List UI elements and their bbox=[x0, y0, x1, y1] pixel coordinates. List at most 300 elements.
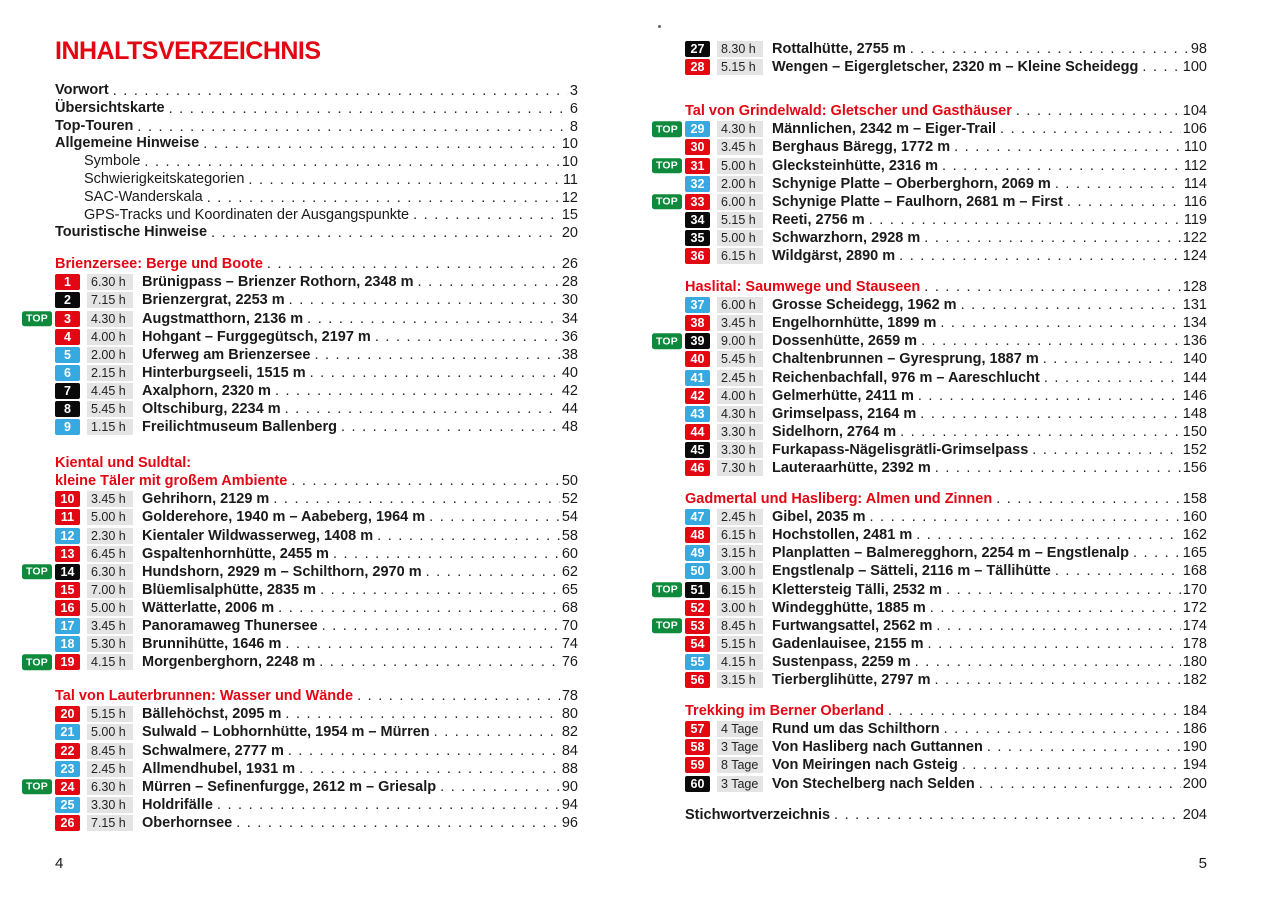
tour-name: Gelmerhütte, 2411 m bbox=[772, 387, 914, 404]
page-ref: 74 bbox=[561, 636, 578, 653]
tour-number-badge: 15 bbox=[55, 582, 80, 598]
tour-entry-row bbox=[685, 229, 1207, 247]
tour-name: Glecksteinhütte, 2316 m bbox=[772, 157, 939, 174]
dot-leader bbox=[924, 278, 1181, 296]
tour-number-badge: 34 bbox=[685, 212, 710, 228]
dot-leader bbox=[1142, 58, 1180, 76]
toc-section bbox=[26, 454, 578, 671]
page-left-column bbox=[26, 37, 578, 832]
tour-number-badge: 59 bbox=[685, 757, 710, 773]
dot-leader bbox=[921, 332, 1181, 350]
tour-number-badge: 12 bbox=[55, 528, 80, 544]
page-ref: 10 bbox=[561, 154, 578, 171]
section-title: Trekking im Berner Oberland bbox=[685, 703, 885, 720]
dot-leader bbox=[278, 599, 560, 617]
tour-name: Furkapass-Nägelisgrätli-Grimselpass bbox=[772, 441, 1029, 458]
tour-number-badge: 42 bbox=[685, 388, 710, 404]
page-ref: 178 bbox=[1182, 635, 1207, 652]
page-ref: 168 bbox=[1182, 563, 1207, 580]
tour-entry-row bbox=[685, 508, 1207, 526]
dot-leader bbox=[962, 756, 1181, 774]
tour-name: Gibel, 2035 m bbox=[772, 509, 866, 526]
top-badge-label: TOP bbox=[656, 159, 678, 172]
dot-leader bbox=[217, 796, 560, 814]
tour-number-badge: 1 bbox=[55, 274, 80, 290]
tour-number-badge: 57 bbox=[685, 721, 710, 737]
front-matter-label: Vorwort bbox=[55, 82, 109, 98]
front-matter-label: GPS-Tracks und Koordinaten der Ausgangspunkte bbox=[84, 206, 410, 223]
tour-duration: 8.30 h bbox=[717, 41, 763, 57]
tour-entry-row bbox=[685, 350, 1207, 368]
section-title: kleine Täler mit großem Ambiente bbox=[55, 473, 288, 490]
tour-entry-row bbox=[55, 508, 578, 526]
dot-leader bbox=[944, 720, 1181, 738]
top-badge bbox=[22, 564, 52, 580]
left-sections bbox=[26, 255, 578, 832]
page-ref: 131 bbox=[1182, 297, 1207, 314]
tour-duration: 4.00 h bbox=[87, 329, 133, 345]
tour-number-badge: 14 bbox=[55, 564, 80, 580]
tour-entry-row bbox=[55, 814, 578, 832]
page-ref: 119 bbox=[1183, 211, 1207, 228]
tour-duration: 3.45 h bbox=[717, 139, 763, 155]
dot-leader bbox=[930, 599, 1181, 617]
tour-entry-row bbox=[55, 526, 578, 544]
tour-name: Sidelhorn, 2764 m bbox=[772, 423, 897, 440]
tour-entry-row bbox=[55, 273, 578, 291]
dot-leader bbox=[375, 328, 560, 346]
page-number-right: 5 bbox=[1198, 855, 1207, 872]
top-badge-label: TOP bbox=[656, 335, 678, 348]
tour-number-badge: 8 bbox=[55, 401, 80, 417]
page-ref: 30 bbox=[561, 292, 578, 309]
page-ref: 65 bbox=[561, 581, 578, 598]
section-header-row bbox=[685, 490, 1207, 508]
index-entry-page: 204 bbox=[1182, 806, 1207, 823]
tour-name: Chaltenbrunnen – Gyresprung, 1887 m bbox=[772, 351, 1039, 368]
top-badge bbox=[652, 158, 682, 174]
front-matter-list bbox=[55, 82, 578, 242]
tour-entry-row bbox=[685, 387, 1207, 405]
front-matter-label: Übersichtskarte bbox=[55, 99, 165, 116]
tour-duration: 5.45 h bbox=[717, 351, 763, 367]
dot-leader bbox=[935, 459, 1181, 477]
tour-entry-row bbox=[26, 653, 578, 671]
tour-name: Männlichen, 2342 m – Eiger-Trail bbox=[772, 121, 997, 138]
tour-entry-row bbox=[55, 364, 578, 382]
tour-name: Tierberglihütte, 2797 m bbox=[772, 672, 931, 689]
dot-leader bbox=[888, 702, 1181, 720]
dot-leader bbox=[320, 581, 560, 599]
tour-name: Bällehöchst, 2095 m bbox=[142, 706, 282, 723]
page-ref: 148 bbox=[1182, 405, 1207, 422]
page-ref: 194 bbox=[1182, 757, 1207, 774]
dot-leader bbox=[979, 775, 1181, 793]
tour-entry-row bbox=[685, 211, 1207, 229]
tour-name: Rottalhütte, 2755 m bbox=[772, 41, 906, 58]
tour-number-badge: 36 bbox=[685, 248, 710, 264]
section-title: Haslital: Saumwege und Stauseen bbox=[685, 279, 921, 296]
dot-leader bbox=[961, 296, 1181, 314]
dot-leader bbox=[248, 171, 561, 189]
tour-duration: 6.15 h bbox=[717, 527, 763, 543]
dot-leader bbox=[236, 814, 560, 832]
tour-name: Allmendhubel, 1931 m bbox=[142, 760, 296, 777]
tour-duration: 5.15 h bbox=[717, 636, 763, 652]
dot-leader bbox=[934, 671, 1180, 689]
tour-name: Reichenbachfall, 976 m – Aareschlucht bbox=[772, 369, 1040, 386]
dot-leader bbox=[1055, 175, 1182, 193]
tour-entry-row bbox=[26, 778, 578, 796]
tour-duration: 3.00 h bbox=[717, 563, 763, 579]
tour-number-badge: 19 bbox=[55, 654, 80, 670]
tour-name: Oltschiburg, 2234 m bbox=[142, 400, 281, 417]
dot-leader bbox=[113, 82, 568, 100]
tour-entry-row bbox=[685, 562, 1207, 580]
index-entry-row bbox=[685, 806, 1207, 824]
tour-duration: 6.15 h bbox=[717, 248, 763, 264]
tour-name: Gehrihorn, 2129 m bbox=[142, 491, 270, 508]
tour-duration: 3 Tage bbox=[717, 776, 763, 792]
top-badge bbox=[652, 122, 682, 138]
tour-entry-row bbox=[656, 332, 1207, 350]
tour-duration: 3.00 h bbox=[717, 600, 763, 616]
tour-entry-row bbox=[685, 296, 1207, 314]
page-ref: 42 bbox=[561, 382, 578, 399]
tour-entry-row bbox=[685, 756, 1207, 774]
tour-duration: 3.45 h bbox=[717, 315, 763, 331]
tour-entry-row bbox=[656, 617, 1207, 635]
page-ref: 112 bbox=[1183, 157, 1207, 174]
tour-number-badge: 53 bbox=[685, 618, 710, 634]
page-ref: 68 bbox=[561, 599, 578, 616]
section-header-row bbox=[55, 454, 578, 472]
tour-entry-row bbox=[55, 581, 578, 599]
front-matter-row bbox=[55, 100, 578, 118]
tour-entry-row bbox=[685, 635, 1207, 653]
page-ref: 124 bbox=[1182, 247, 1207, 264]
section-title: Brienzersee: Berge und Boote bbox=[55, 256, 263, 273]
page-ref: 156 bbox=[1182, 460, 1207, 477]
tour-duration: 8.45 h bbox=[87, 743, 133, 759]
tour-number-badge: 28 bbox=[685, 59, 710, 75]
tour-entry-row bbox=[685, 40, 1207, 58]
page-ref: 162 bbox=[1182, 527, 1207, 544]
tour-number-badge: 13 bbox=[55, 546, 80, 562]
dot-leader bbox=[333, 545, 560, 563]
page-ref: 70 bbox=[561, 618, 578, 634]
page-ref: 146 bbox=[1182, 387, 1207, 404]
dot-leader bbox=[900, 423, 1181, 441]
tour-duration: 6.15 h bbox=[717, 582, 763, 598]
page-ref: 38 bbox=[561, 346, 578, 363]
dot-leader bbox=[920, 405, 1181, 423]
tour-name: Hundshorn, 2929 m – Schilthorn, 2970 m bbox=[142, 563, 422, 580]
tour-duration: 3.15 h bbox=[717, 672, 763, 688]
tour-duration: 4.00 h bbox=[717, 388, 763, 404]
top-badge bbox=[22, 779, 52, 795]
page-ref: 40 bbox=[561, 364, 578, 381]
tour-name: Planplatten – Balmeregghorn, 2254 m – Engstlenalp bbox=[772, 545, 1129, 562]
tour-name: Oberhornsee bbox=[142, 814, 233, 831]
tour-duration: 5.00 h bbox=[87, 724, 133, 740]
tour-duration: 6.45 h bbox=[87, 546, 133, 562]
toc-section bbox=[26, 687, 578, 832]
tour-entry-row bbox=[55, 418, 578, 436]
dot-leader bbox=[285, 705, 559, 723]
tour-duration: 5.45 h bbox=[87, 401, 133, 417]
tour-duration: 3.30 h bbox=[717, 424, 763, 440]
tour-number-badge: 6 bbox=[55, 365, 80, 381]
tour-duration: 4 Tage bbox=[717, 721, 763, 737]
tour-name: Mürren – Sefinenfurgge, 2612 m – Griesalp bbox=[142, 778, 437, 795]
section-header-row bbox=[55, 687, 578, 705]
toc-section bbox=[26, 255, 578, 436]
tour-duration: 2.45 h bbox=[717, 370, 763, 386]
tour-duration: 5.30 h bbox=[87, 636, 133, 652]
front-matter-row bbox=[55, 118, 578, 136]
tour-entry-row bbox=[685, 247, 1207, 265]
tour-duration: 8 Tage bbox=[717, 757, 763, 773]
tour-number-badge: 39 bbox=[685, 333, 710, 349]
page-ref: 34 bbox=[561, 310, 578, 327]
toc-section bbox=[656, 102, 1207, 265]
top-badge-label: TOP bbox=[656, 619, 678, 632]
section-title: Tal von Lauterbrunnen: Wasser und Wände bbox=[55, 688, 354, 705]
tour-number-badge: 48 bbox=[685, 527, 710, 543]
section-header-row bbox=[55, 255, 578, 273]
top-badge-label: TOP bbox=[26, 780, 48, 793]
tour-entry-row bbox=[55, 705, 578, 723]
tour-duration: 2.00 h bbox=[87, 347, 133, 363]
dot-leader bbox=[936, 617, 1180, 635]
page-ref: 182 bbox=[1182, 672, 1207, 689]
tour-entry-row bbox=[656, 581, 1207, 599]
tour-entry-row bbox=[656, 193, 1207, 211]
dot-leader bbox=[870, 508, 1181, 526]
tour-number-badge: 10 bbox=[55, 491, 80, 507]
tour-entry-row bbox=[656, 120, 1207, 138]
page-ref: 36 bbox=[561, 328, 578, 345]
dot-leader bbox=[322, 617, 560, 635]
tour-name: Berghaus Bäregg, 1772 m bbox=[772, 139, 951, 156]
page-ref: 12 bbox=[561, 189, 578, 206]
page-ref: 62 bbox=[561, 563, 578, 580]
tour-entry-row bbox=[685, 441, 1207, 459]
tour-entry-row bbox=[685, 175, 1207, 193]
tour-number-badge: 30 bbox=[685, 139, 710, 155]
tour-entry-row bbox=[26, 309, 578, 327]
section-title: Gadmertal und Hasliberg: Almen und Zinnen bbox=[685, 491, 993, 508]
top-badge bbox=[652, 194, 682, 210]
section-header-row bbox=[685, 102, 1207, 120]
tour-number-badge: 46 bbox=[685, 460, 710, 476]
tour-name: Grosse Scheidegg, 1962 m bbox=[772, 297, 957, 314]
tour-number-badge: 29 bbox=[685, 121, 710, 137]
front-matter-label: Allgemeine Hinweise bbox=[55, 135, 200, 152]
dot-leader bbox=[440, 778, 560, 796]
tour-number-badge: 22 bbox=[55, 743, 80, 759]
tour-number-badge: 11 bbox=[55, 509, 80, 525]
dot-leader bbox=[940, 314, 1180, 332]
page-ref: 8 bbox=[569, 118, 578, 135]
top-badge bbox=[652, 334, 682, 350]
tour-duration: 3.30 h bbox=[717, 442, 763, 458]
section-page-ref: 158 bbox=[1182, 491, 1207, 508]
tour-name: Wengen – Eigergletscher, 2320 m – Kleine Scheidegg bbox=[772, 59, 1139, 76]
dot-leader bbox=[899, 247, 1181, 265]
tour-entry-row bbox=[685, 774, 1207, 792]
tour-entry-row bbox=[685, 671, 1207, 689]
tour-entry-row bbox=[685, 405, 1207, 423]
page-ref: 100 bbox=[1182, 59, 1207, 76]
tour-duration: 6.30 h bbox=[87, 564, 133, 580]
tour-entry-row bbox=[55, 328, 578, 346]
tour-number-badge: 2 bbox=[55, 292, 80, 308]
page-ref: 96 bbox=[561, 814, 578, 831]
tour-duration: 3.15 h bbox=[717, 545, 763, 561]
dot-leader bbox=[1000, 120, 1181, 138]
tour-name: Panoramaweg Thunersee bbox=[142, 618, 318, 634]
tour-number-badge: 60 bbox=[685, 776, 710, 792]
section-header-row bbox=[685, 278, 1207, 296]
tour-name: Dossenhütte, 2659 m bbox=[772, 333, 918, 350]
tour-entry-row bbox=[55, 760, 578, 778]
tour-entry-row bbox=[55, 796, 578, 814]
front-matter-label: Symbole bbox=[84, 153, 141, 170]
tour-name: Grimselpass, 2164 m bbox=[772, 405, 917, 422]
page-ref: 134 bbox=[1182, 315, 1207, 332]
tour-number-badge: 51 bbox=[685, 582, 710, 598]
section-page-ref: 184 bbox=[1182, 703, 1207, 720]
tour-duration: 7.30 h bbox=[717, 460, 763, 476]
tour-entry-row bbox=[55, 742, 578, 760]
page-ref: 15 bbox=[561, 207, 578, 224]
dot-leader bbox=[1016, 102, 1181, 120]
page-ref: 150 bbox=[1182, 423, 1207, 440]
tour-duration: 3.45 h bbox=[87, 618, 133, 634]
tour-number-badge: 26 bbox=[55, 815, 80, 831]
tour-number-badge: 49 bbox=[685, 545, 710, 561]
page-ref: 82 bbox=[561, 724, 578, 741]
tour-duration: 5.00 h bbox=[87, 600, 133, 616]
tour-name: Freilichtmuseum Ballenberg bbox=[142, 419, 337, 436]
tour-name: Hinterburgseeli, 1515 m bbox=[142, 364, 306, 381]
tour-entry-row bbox=[55, 291, 578, 309]
tour-duration: 4.15 h bbox=[87, 654, 133, 670]
tour-name: Hochstollen, 2481 m bbox=[772, 527, 913, 544]
tour-duration: 4.30 h bbox=[87, 311, 133, 327]
page-ref: 98 bbox=[1190, 41, 1207, 58]
dot-leader bbox=[954, 138, 1182, 156]
tour-duration: 5.00 h bbox=[87, 509, 133, 525]
tour-number-badge: 52 bbox=[685, 600, 710, 616]
tour-number-badge: 24 bbox=[55, 779, 80, 795]
top-badge-label: TOP bbox=[26, 655, 48, 668]
top-badge-label: TOP bbox=[26, 312, 48, 325]
top-badge-label: TOP bbox=[26, 565, 48, 578]
front-matter-row bbox=[55, 171, 578, 189]
page-ref: 84 bbox=[561, 742, 578, 759]
dot-leader bbox=[273, 490, 560, 508]
dot-leader bbox=[413, 206, 560, 224]
tour-entry-row bbox=[685, 599, 1207, 617]
tour-name: Von Stechelberg nach Selden bbox=[772, 775, 975, 792]
page-ref: 110 bbox=[1183, 139, 1207, 156]
tour-number-badge: 5 bbox=[55, 347, 80, 363]
tour-entry-row bbox=[685, 544, 1207, 562]
tour-number-badge: 4 bbox=[55, 329, 80, 345]
dot-leader bbox=[418, 273, 560, 291]
dot-leader bbox=[144, 153, 559, 171]
tour-duration: 3 Tage bbox=[717, 739, 763, 755]
tour-entry-row bbox=[55, 490, 578, 508]
dot-leader bbox=[211, 224, 560, 242]
page-ref: 200 bbox=[1182, 775, 1207, 792]
tour-number-badge: 23 bbox=[55, 761, 80, 777]
tour-entry-row bbox=[685, 653, 1207, 671]
tour-number-badge: 3 bbox=[55, 311, 80, 327]
page-ref: 170 bbox=[1182, 581, 1207, 598]
section-page-ref: 50 bbox=[561, 473, 578, 490]
tour-entry-row bbox=[656, 156, 1207, 174]
tour-number-badge: 37 bbox=[685, 297, 710, 313]
tour-duration: 5.00 h bbox=[717, 158, 763, 174]
tour-name: Klettersteig Tälli, 2532 m bbox=[772, 581, 943, 598]
page-ref: 140 bbox=[1182, 351, 1207, 368]
dot-leader bbox=[169, 100, 568, 118]
dot-leader bbox=[429, 508, 560, 526]
dot-leader bbox=[357, 687, 560, 705]
page-ref: 160 bbox=[1182, 509, 1207, 526]
tour-duration: 6.00 h bbox=[717, 194, 763, 210]
dot-leader bbox=[288, 742, 560, 760]
page-ref: 94 bbox=[561, 796, 578, 813]
tour-name: Gspaltenhornhütte, 2455 m bbox=[142, 545, 329, 562]
tour-duration: 4.30 h bbox=[717, 121, 763, 137]
front-matter-label: Schwierigkeitskategorien bbox=[84, 170, 245, 187]
tour-name: Hohgant – Furggegütsch, 2197 m bbox=[142, 328, 371, 345]
tour-duration: 7.15 h bbox=[87, 815, 133, 831]
tour-entry-row bbox=[685, 58, 1207, 76]
dot-leader bbox=[137, 118, 568, 136]
dot-leader bbox=[319, 653, 560, 671]
page-ref: 165 bbox=[1182, 545, 1207, 562]
page-ref: 44 bbox=[561, 400, 578, 417]
page-ref: 190 bbox=[1182, 739, 1207, 756]
tour-entry-row bbox=[55, 617, 578, 635]
tour-number-badge: 32 bbox=[685, 176, 710, 192]
print-artifact-dot bbox=[658, 25, 661, 28]
tour-entry-row bbox=[685, 314, 1207, 332]
section-title: Kiental und Suldtal: bbox=[55, 455, 192, 472]
tour-duration: 3.30 h bbox=[87, 797, 133, 813]
tour-number-badge: 44 bbox=[685, 424, 710, 440]
page-ref: 58 bbox=[561, 527, 578, 544]
dot-leader bbox=[426, 563, 560, 581]
page-ref: 20 bbox=[561, 225, 578, 242]
tour-entry-row bbox=[55, 545, 578, 563]
tour-entry-row bbox=[685, 459, 1207, 477]
page-ref: 180 bbox=[1182, 653, 1207, 670]
page-right-column bbox=[656, 40, 1207, 824]
dot-leader bbox=[915, 653, 1181, 671]
tour-duration: 9.00 h bbox=[717, 333, 763, 349]
page-ref: 136 bbox=[1182, 333, 1207, 350]
tour-name: Wätterlatte, 2006 m bbox=[142, 599, 275, 616]
tour-number-badge: 9 bbox=[55, 419, 80, 435]
page-ref: 172 bbox=[1182, 599, 1207, 616]
